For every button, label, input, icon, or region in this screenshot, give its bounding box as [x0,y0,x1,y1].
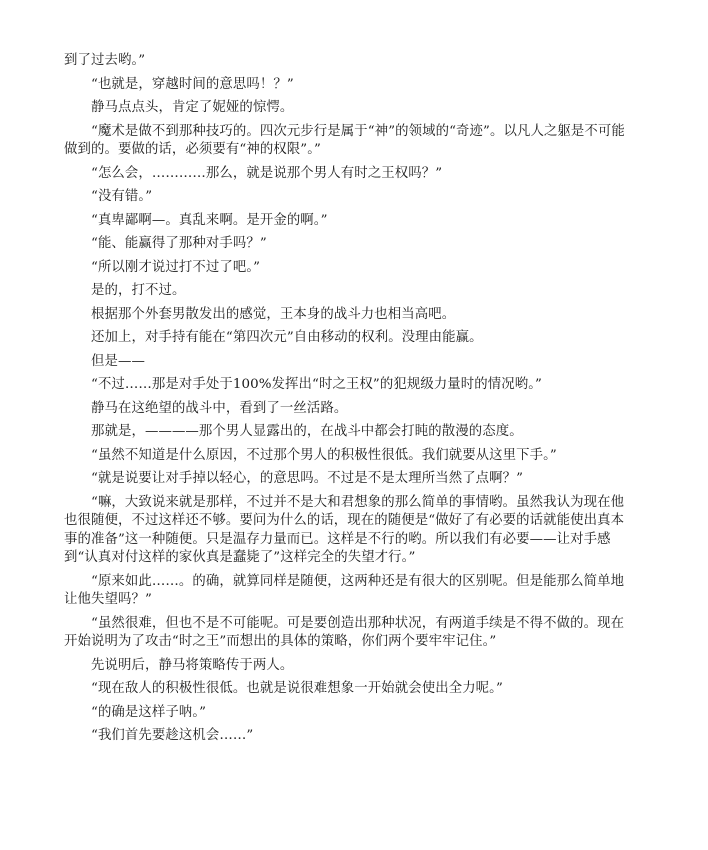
paragraph: 但是—— [91,353,145,369]
paragraph: “虽然很难，但也不是不可能呢。可是要创造出那种状况，有两道手续是不得不做的。现在开始说明为了攻击“时之王”而想出的具体的策略，你们两个要牢牢记住。” [64,615,625,649]
paragraph: 根据那个外套男散发出的感觉，王本身的战斗力也相当高吧。 [91,306,456,322]
paragraph: 先说明后，静马将策略传于两人。 [91,657,294,673]
paragraph: “虽然不知道是什么原因，不过那个男人的积极性很低。我们就要从这里下手。” [91,447,557,463]
paragraph: “真卑鄙啊—。真乱来啊。是开金的啊。” [91,212,328,228]
paragraph: 静马点点头，肯定了妮娅的惊愕。 [91,100,294,115]
paragraph: “嘛，大致说来就是那样，不过并不是大和君想象的那么简单的事情哟。虽然我认为现在他也很随便，不过这样还不够。要问为什么的话，现在的随便是“做好了有必要的话就能使出真本事的准备”这一种随便。只是温存力量而已。这样是不行的哟。所以我们有必要——让对手感到“认真对付这样的家伙真是蠢毙了”这样完全的失望才行。” [64,494,625,565]
paragraph: 静马在这绝望的战斗中，看到了一丝活路。 [91,400,348,416]
paragraph: “也就是，穿越时间的意思吗！？” [91,76,294,92]
paragraph: 那就是，————那个男人显露出的，在战斗中都会打盹的散漫的态度。 [91,424,523,439]
body-text [64,52,628,746]
paragraph: “不过……那是对手处于100%发挥出“时之王权”的犯规级力量时的情况哟。” [91,377,542,392]
paragraph: “怎么会，…………那么，就是说那个男人有时之王权吗？” [91,165,443,181]
paragraph: “现在敌人的积极性很低。也就是说很难想象一开始就会使出全力呢。” [91,681,503,696]
paragraph: “所以刚才说过打不过了吧。” [91,259,261,275]
paragraph: “的确是这样子呐。” [91,704,207,720]
paragraph: “就是说要让对手掉以轻心，的意思吗。不过是不是太理所当然了点啊？” [91,471,524,486]
paragraph: “魔术是做不到那种技巧的。四次元步行是属于“神”的领域的“奇迹”。以凡人之躯是不可能做到的。要做的话，必须要有“神的权限”。” [64,123,625,157]
paragraph: 到了过去哟。” [64,53,146,68]
paragraph: “我们首先要趁这机会……” [91,728,254,743]
paragraph: “没有错。” [91,189,153,204]
paragraph: “原来如此……。的确，就算同样是随便，这两种还是有很大的区别呢。但是能那么简单地让他失望吗？” [64,573,625,607]
paragraph: 是的，打不过。 [91,283,186,298]
paragraph: “能、能赢得了那种对手吗？” [91,236,267,251]
paragraph: 还加上，对手持有能在“第四次元”自由移动的权利。没理由能赢。 [91,330,483,345]
